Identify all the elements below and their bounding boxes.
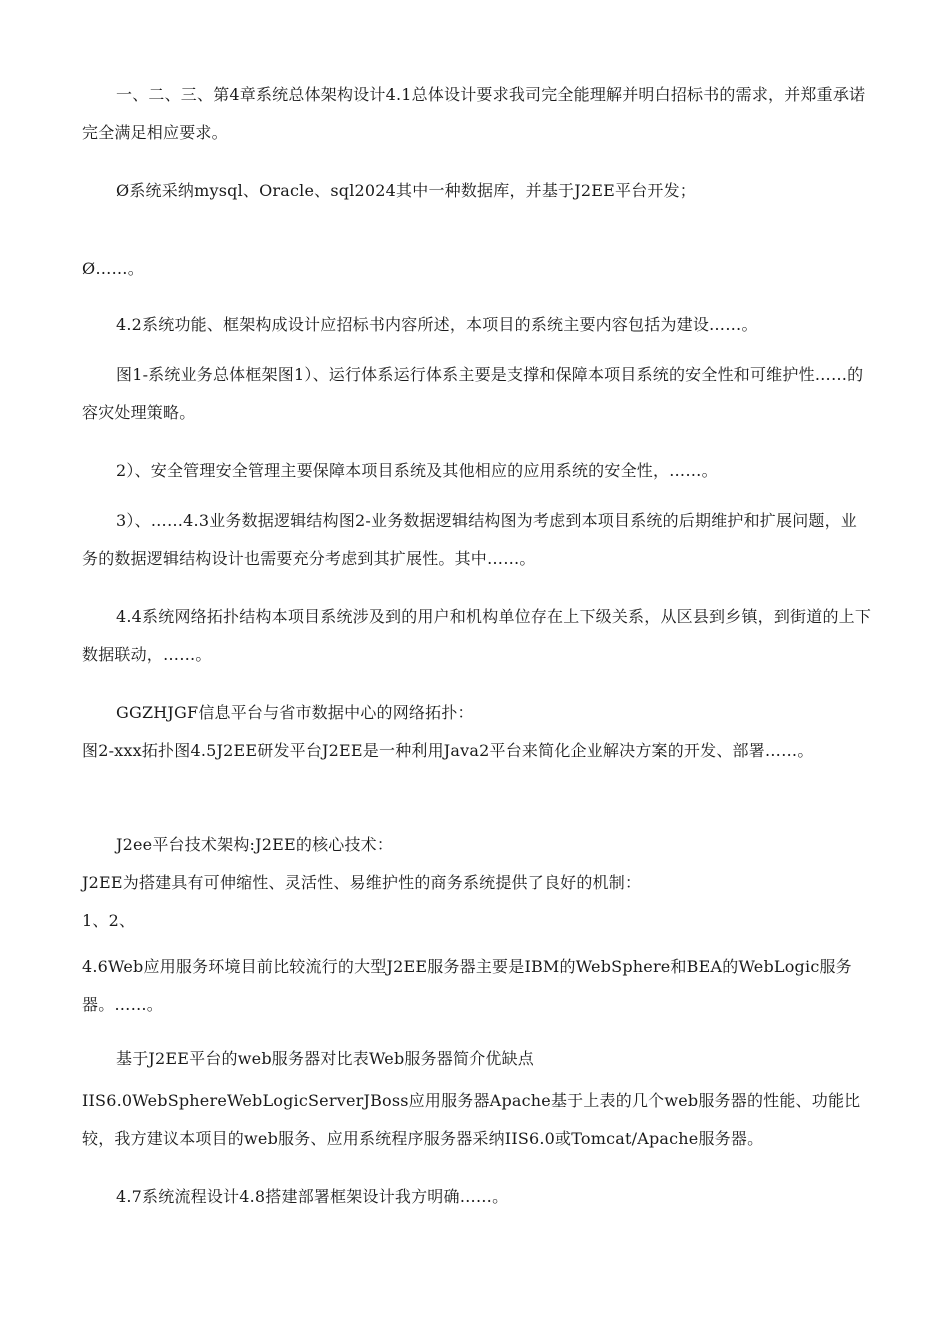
paragraph-chapter-4-intro: 一、二、三、第4章系统总体架构设计4.1总体设计要求我司完全能理解并明白招标书的需求，并郑重承诺完全满足相应要求。 [82,85,866,142]
paragraph-j2ee-mechanism: J2EE为搭建具有可伸缩性、灵活性、易维护性的商务系统提供了良好的机制： [82,873,642,892]
paragraph-list-numbers: 1、2、 [82,911,136,930]
paragraph-section-4-3: 3）、……4.3业务数据逻辑结构图2-业务数据逻辑结构图为考虑到本项目系统的后期维护和扩展问题，业务的数据逻辑结构设计也需要充分考虑到其扩展性。其中……。 [82,511,858,568]
paragraph-figure-1-runtime: 图1-系统业务总体框架图1）、运行体系运行体系主要是支撑和保障本项目系统的安全性和可维护性……的容灾处理策略。 [82,365,864,422]
paragraph-web-server-comparison: IIS6.0WebSphereWebLogicServerJBoss应用服务器Apache基于上表的几个web服务器的性能、功能比较，我方建议本项目的web服务、应用系统程序服务器采纳IIS6.0或Tomcat/Apache服务器。 [82,1091,861,1148]
paragraph-security-management: 2）、安全管理安全管理主要保障本项目系统及其他相应的应用系统的安全性，……。 [116,461,718,480]
paragraph-section-4-7-4-8: 4.7系统流程设计4.8搭建部署框架设计我方明确……。 [116,1187,509,1206]
paragraph-database-bullet: Ø系统采纳mysql、Oracle、sql2024其中一种数据库，并基于J2EE平台开发； [116,181,696,200]
paragraph-section-4-2: 4.2系统功能、框架构成设计应招标书内容所述，本项目的系统主要内容包括为建设……。 [116,315,758,334]
paragraph-ellipsis-bullet: Ø……。 [82,259,144,278]
paragraph-section-4-5: 图2-xxx拓扑图4.5J2EE研发平台J2EE是一种利用Java2平台来简化企业解决方案的开发、部署……。 [82,741,814,760]
paragraph-section-4-6: 4.6Web应用服务环境目前比较流行的大型J2EE服务器主要是IBM的WebSphere和BEA的WebLogic服务器。……。 [82,957,852,1014]
paragraph-network-topology: GGZHJGF信息平台与省市数据中心的网络拓扑： [116,703,474,722]
paragraph-web-server-table-caption: 基于J2EE平台的web服务器对比表Web服务器简介优缺点 [116,1049,535,1068]
paragraph-section-4-4: 4.4系统网络拓扑结构本项目系统涉及到的用户和机构单位存在上下级关系，从区县到乡镇，到街道的上下数据联动，……。 [82,607,872,664]
paragraph-j2ee-architecture: J2ee平台技术架构:J2EE的核心技术： [116,835,394,854]
